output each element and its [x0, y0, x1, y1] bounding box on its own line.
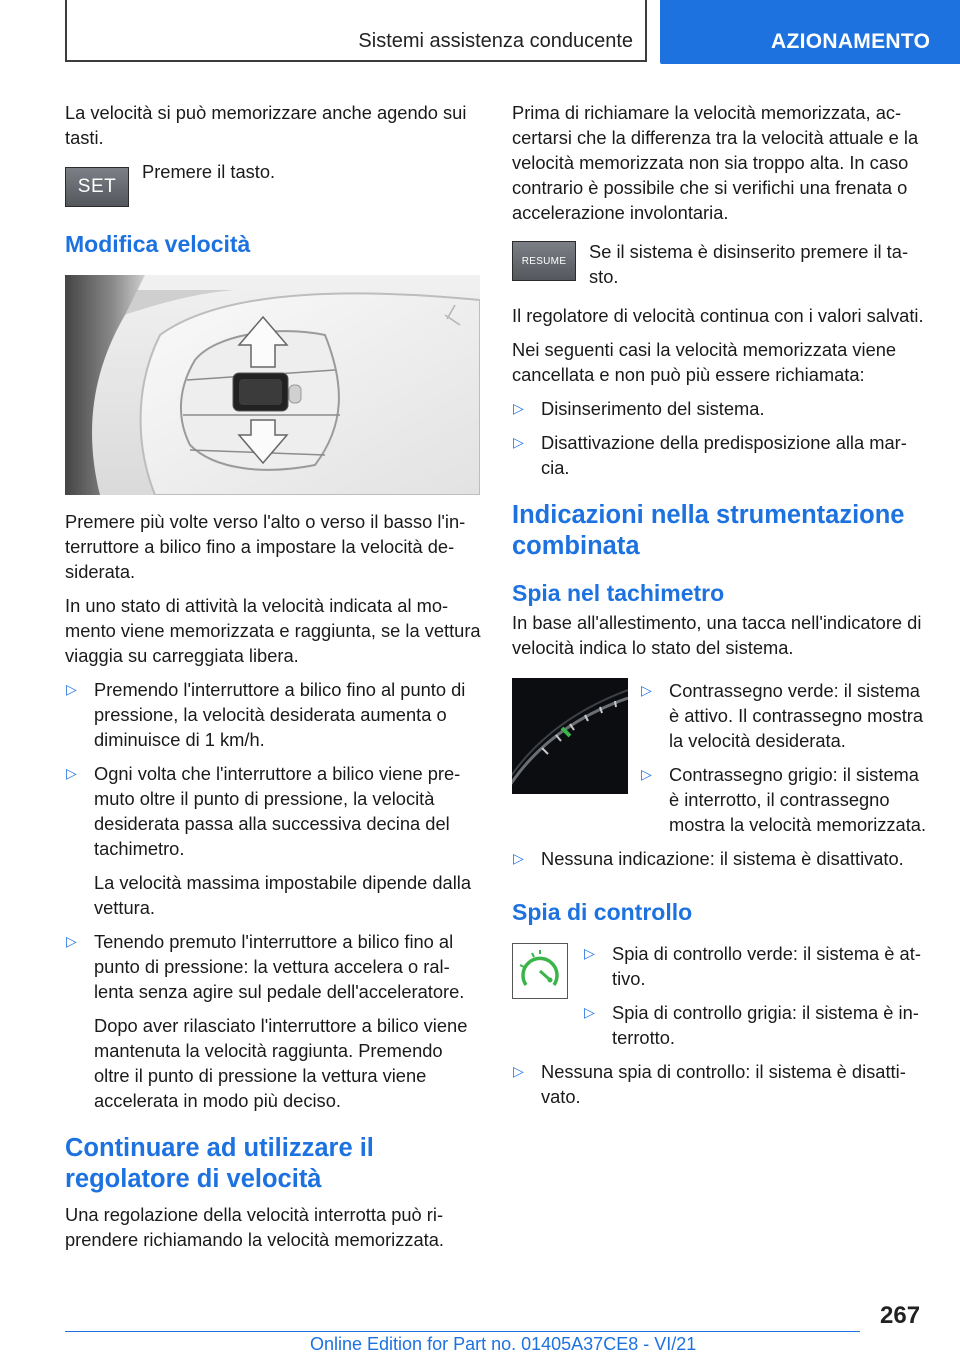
- set-button-icon: [65, 167, 129, 207]
- triangle-bullet-icon: ▷: [584, 1004, 595, 1020]
- list-item: [640, 762, 928, 837]
- right-column: [512, 100, 928, 1118]
- header-chapter-tab: [660, 0, 960, 64]
- control-light-bullets: [583, 941, 928, 1059]
- list-item: [65, 929, 483, 1113]
- list-item-text: Ogni volta che l'interruttore a bilico viene premuto oltre il punto di pressione, la velocità desiderata passa alla successiva decina del tachimetro.: [94, 763, 461, 859]
- triangle-bullet-icon: ▷: [513, 1063, 524, 1079]
- triangle-bullet-icon: ▷: [66, 681, 77, 697]
- list-item: [512, 396, 928, 421]
- list-item-text: Premendo l'interruttore a bilico fino al punto di pressione, la velocità desiderata aumenta o diminuisce di 1 km/h.: [94, 679, 466, 750]
- list-item: [640, 678, 928, 753]
- tachometer-bullets: [640, 678, 928, 846]
- control-light-block: [512, 941, 928, 1059]
- resume-button-label: RESUME: [521, 255, 567, 267]
- triangle-bullet-icon: ▷: [66, 765, 77, 781]
- triangle-bullet-icon: ▷: [513, 434, 524, 450]
- footer-edition-text: Online Edition for Part no. 01405A37CE8 - VI/21: [310, 1334, 697, 1354]
- heading-modifica-velocita: Modifica velocità: [65, 231, 251, 257]
- triangle-bullet-icon: ▷: [66, 933, 77, 949]
- resume-button-icon: [512, 241, 576, 281]
- header-chapter-title: AZIONAMENTO: [771, 30, 931, 53]
- paragraph-premere: Premere più volte verso l'alto o verso il basso l'interruttore a bilico fino a impostare la velocità desiderata.: [65, 511, 466, 582]
- heading-spia-controllo: Spia di controllo: [512, 899, 693, 925]
- set-instruction-text: Premere il tasto.: [142, 161, 276, 182]
- triangle-bullet-icon: ▷: [641, 766, 652, 782]
- no-control-light-bullet: [512, 1059, 928, 1109]
- list-item: [65, 677, 483, 752]
- list-item: [512, 846, 928, 871]
- header-section-title: Sistemi assistenza conducente: [358, 30, 633, 52]
- steering-wheel-rocker-switch-illustration: [65, 275, 480, 495]
- left-column: [65, 100, 483, 1261]
- resume-instruction: [512, 239, 928, 289]
- list-item-text: Contrassegno verde: il sistema è attivo. Il contrassegno mostra la velocità desiderata.: [669, 680, 924, 751]
- paragraph-base-allestimento: In base all'allestimento, una tacca nell'indicatore di velocità indica lo stato del sistema.: [512, 612, 922, 658]
- paragraph-prima: Prima di richiamare la velocità memorizzata, accertarsi che la differenza tra la velocità attuale e la velocità memorizzata non sia troppo alta. In caso contrario è possibile che si verifichi una frenata o accelerazione involontaria.: [512, 102, 919, 223]
- cruise-control-indicator-icon: [512, 943, 568, 999]
- footer-divider: [65, 1331, 860, 1332]
- list-item-text: Spia di controllo grigia: il sistema è interrotto.: [612, 1002, 919, 1048]
- heading-indicazioni: Indicazioni nella strumentazione combinata: [512, 501, 905, 560]
- triangle-bullet-icon: ▷: [641, 682, 652, 698]
- set-button-label: SET: [77, 176, 117, 197]
- list-item-note: La velocità massima impostabile dipende dalla vettura.: [94, 872, 472, 918]
- cancel-bullets: [512, 396, 928, 480]
- no-indicator-bullet: [512, 846, 928, 871]
- page-number: 267: [880, 1302, 921, 1329]
- list-item-text: Disattivazione della predisposizione alla marcia.: [541, 432, 907, 478]
- list-item: [583, 1000, 928, 1050]
- list-item-text: Tenendo premuto l'interruttore a bilico fino al punto di pressione: la vettura accelera o rallenta senza agire sul pedale dell'acceleratore.: [94, 931, 465, 1002]
- list-item-text: Contrassegno grigio: il sistema è interrotto, il contrassegno mostra la velocità memorizzata.: [669, 764, 927, 835]
- header-section-tab: [65, 0, 647, 62]
- paragraph-regolatore: Il regolatore di velocità continua con i valori salvati.: [512, 305, 924, 326]
- list-item: [512, 430, 928, 480]
- speedometer-mark-icon: [512, 678, 628, 794]
- resume-instruction-text: Se il sistema è disinserito premere il tasto.: [589, 241, 909, 287]
- list-item-text: Spia di controllo verde: il sistema è attivo.: [612, 943, 921, 989]
- list-item: [65, 761, 483, 920]
- heading-continuare: Continuare ad utilizzare il regolatore di velocità: [65, 1134, 374, 1193]
- paragraph-seguenti: Nei seguenti casi la velocità memorizzata viene cancellata e non può più essere richiamata:: [512, 339, 897, 385]
- triangle-bullet-icon: ▷: [513, 850, 524, 866]
- rocker-switch-bullets: [65, 677, 483, 1113]
- heading-spia-tachimetro: Spia nel tachimetro: [512, 580, 725, 606]
- triangle-bullet-icon: ▷: [513, 400, 524, 416]
- set-instruction: [65, 159, 483, 207]
- list-item-text: Disinserimento del sistema.: [541, 398, 765, 419]
- paragraph-stato-attivita: In uno stato di attività la velocità indicata al momento viene memorizzata e raggiunta, se la vettura viaggia su carreggiata libera.: [65, 595, 481, 666]
- list-item-text: Nessuna spia di controllo: il sistema è disattivato.: [541, 1061, 906, 1107]
- list-item: [512, 1059, 928, 1109]
- list-item: [583, 941, 928, 991]
- tachometer-indicator-block: [512, 678, 928, 846]
- list-item-text: Nessuna indicazione: il sistema è disattivato.: [541, 848, 904, 869]
- paragraph-continuare: Una regolazione della velocità interrotta può riprendere richiamando la velocità memorizzata.: [65, 1204, 445, 1250]
- paragraph-intro: La velocità si può memorizzare anche agendo sui tasti.: [65, 102, 467, 148]
- list-item-note: Dopo aver rilasciato l'interruttore a bilico viene mantenuta la velocità raggiunta. Premendo oltre il punto di pressione la vettura viene accelerata in modo più deciso.: [94, 1015, 468, 1111]
- triangle-bullet-icon: ▷: [584, 945, 595, 961]
